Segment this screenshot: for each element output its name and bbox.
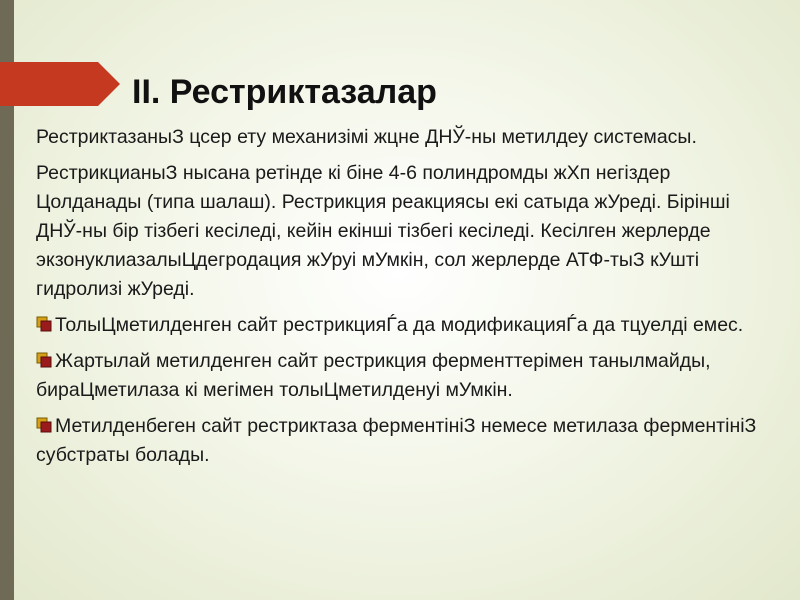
bullet-item-2 [36, 347, 776, 405]
slide-body [36, 123, 776, 477]
title-arrow-shape [0, 62, 120, 106]
bullet-item-3 [36, 412, 776, 470]
slide-title: II. Рестриктазалар [132, 73, 437, 111]
square-bullet-icon [36, 316, 53, 333]
square-bullet-icon [36, 352, 53, 369]
bullet-text-3: Метилденбеген сайт рестриктаза ферментініЗ немесе метилаза ферментініЗ субстраты болады. [36, 415, 757, 466]
paragraph-2: РестрикцианыЗ нысана ретінде кі біне 4-6 полиндромды жХп негіздер Цолданады (типа шалаш). Рестрикция реакциясы екі сатыда жУреді. Бірінші ДНЎ-ны бір тізбегі кесіледі, кейін екінші тізбегі кесіледі. Кесілген жерлерде экзонуклиазалыЦдегродация жУруі мУмкін, сол жерлерде АТФ-тыЗ кУшті гидролизі жУреді. [36, 162, 730, 300]
bullet-text-2: Жартылай метилденген сайт рестрикция ферменттерімен танылмайды, бираЦметилаза кі мегімен толыЦметилденуі мУмкін. [36, 350, 711, 401]
square-bullet-icon [36, 417, 53, 434]
paragraph-1: РестриктазаныЗ цсер ету механизімі жцне ДНЎ-ны метилдеу системасы. [36, 126, 697, 148]
bullet-item-1 [36, 311, 776, 340]
bullet-text-1: ТолыЦметилденген сайт рестрикцияЃа да модификацияЃа да тцуелді емес. [55, 314, 744, 336]
